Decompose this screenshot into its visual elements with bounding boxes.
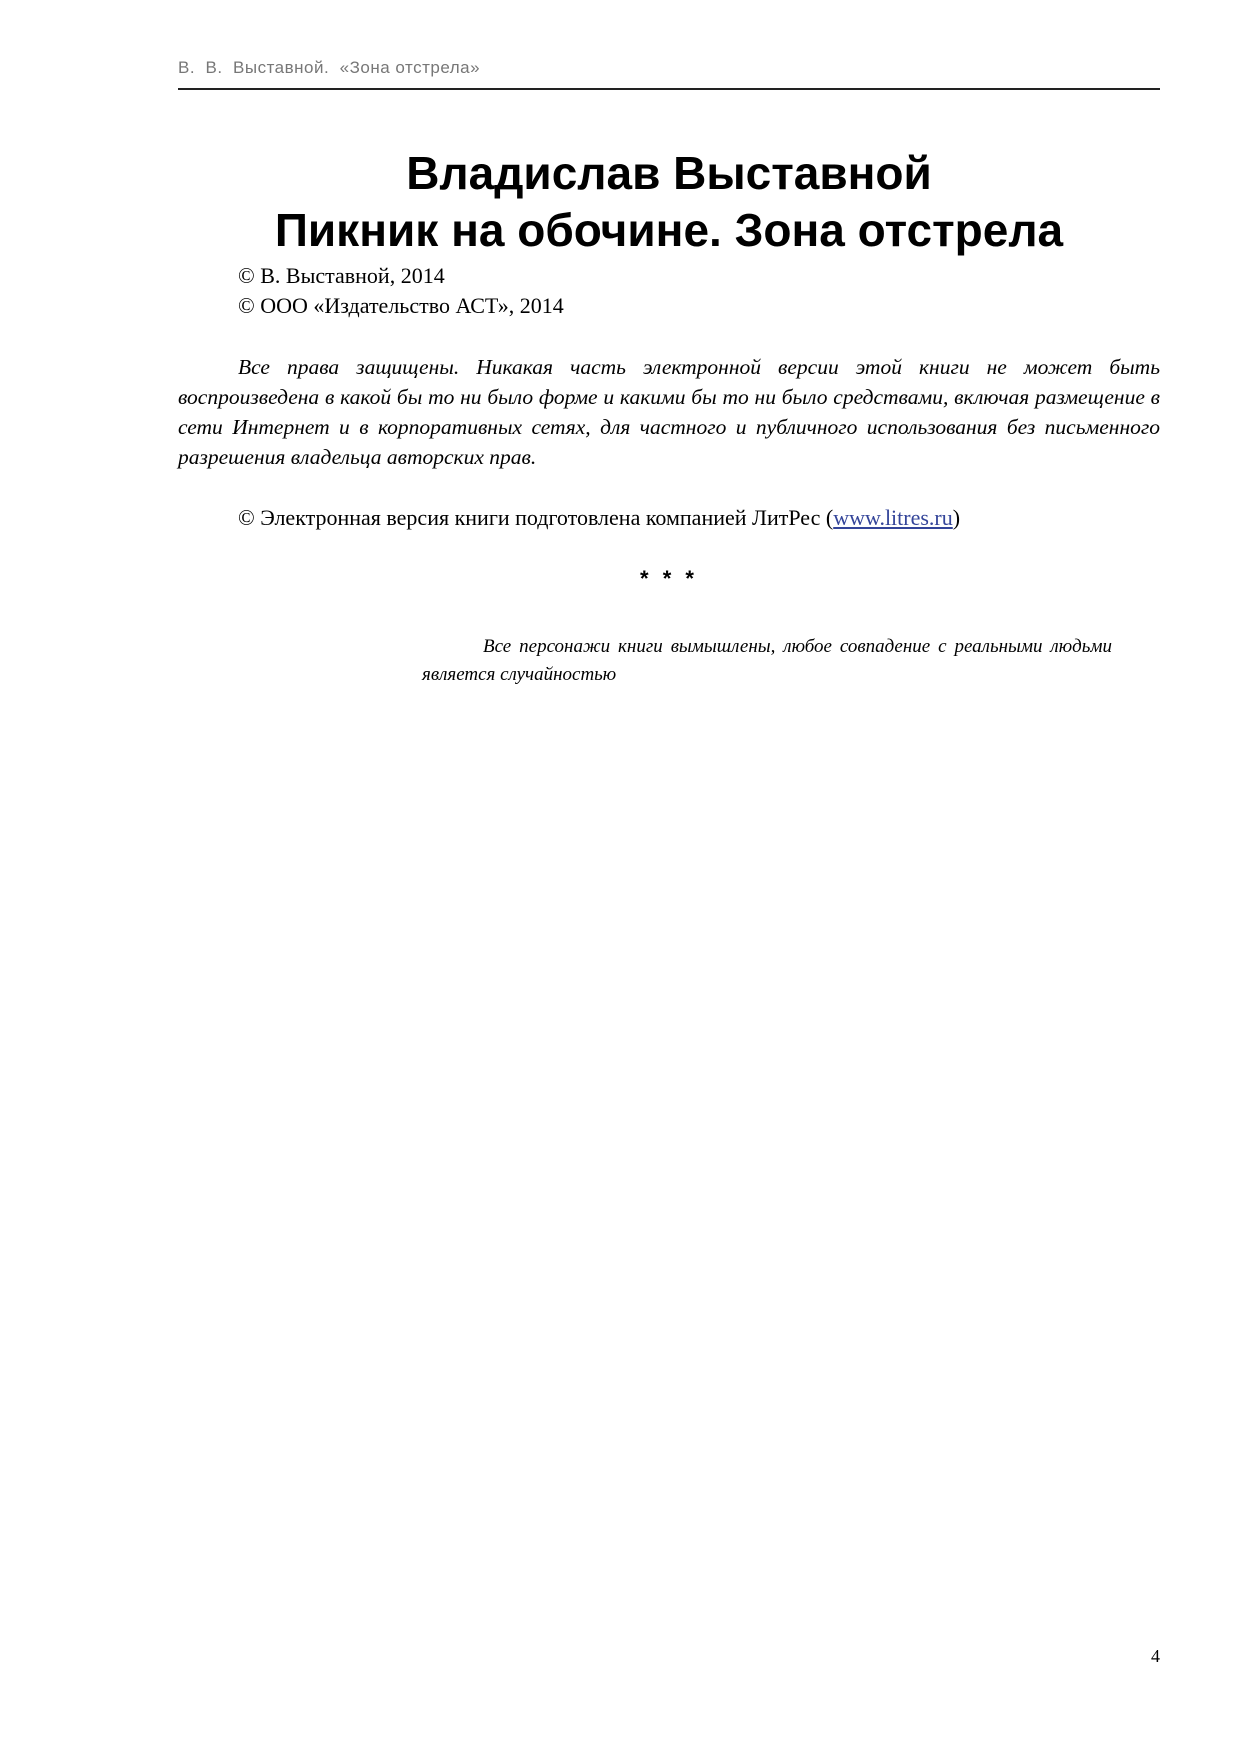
header-rule <box>178 88 1160 90</box>
copyright-author: © В. Выставной, 2014 <box>238 263 445 288</box>
author-title: Владислав Выставной <box>406 147 932 199</box>
litres-link[interactable]: www.litres.ru <box>833 505 953 530</box>
copyright-publisher: © ООО «Издательство АСТ», 2014 <box>238 293 564 318</box>
book-title: Пикник на обочине. Зона отстрела <box>274 204 1064 256</box>
page-number: 4 <box>1151 1646 1160 1666</box>
litres-notice <box>238 505 960 531</box>
running-header: В. В. Выставной. «Зона отстрела» <box>178 58 481 77</box>
litres-suffix: ) <box>952 505 961 530</box>
rights-notice: Все права защищены. Никакая часть электронной версии этой книги не может быть воспроизведена в какой бы то ни было форме и какими бы то ни было средствами, включая размещение в сети Интернет и в корпоративных сетях, для частного и публичного использования без письменного разрешения владельца авторских прав. <box>178 355 1160 469</box>
litres-prefix: © Электронная версия книги подготовлена компанией ЛитРес ( <box>238 505 834 530</box>
section-separator: * * * <box>640 566 698 591</box>
epigraph: Все персонажи книги вымышлены, любое совпадение с реальными людьми является случайностью <box>422 636 1112 685</box>
